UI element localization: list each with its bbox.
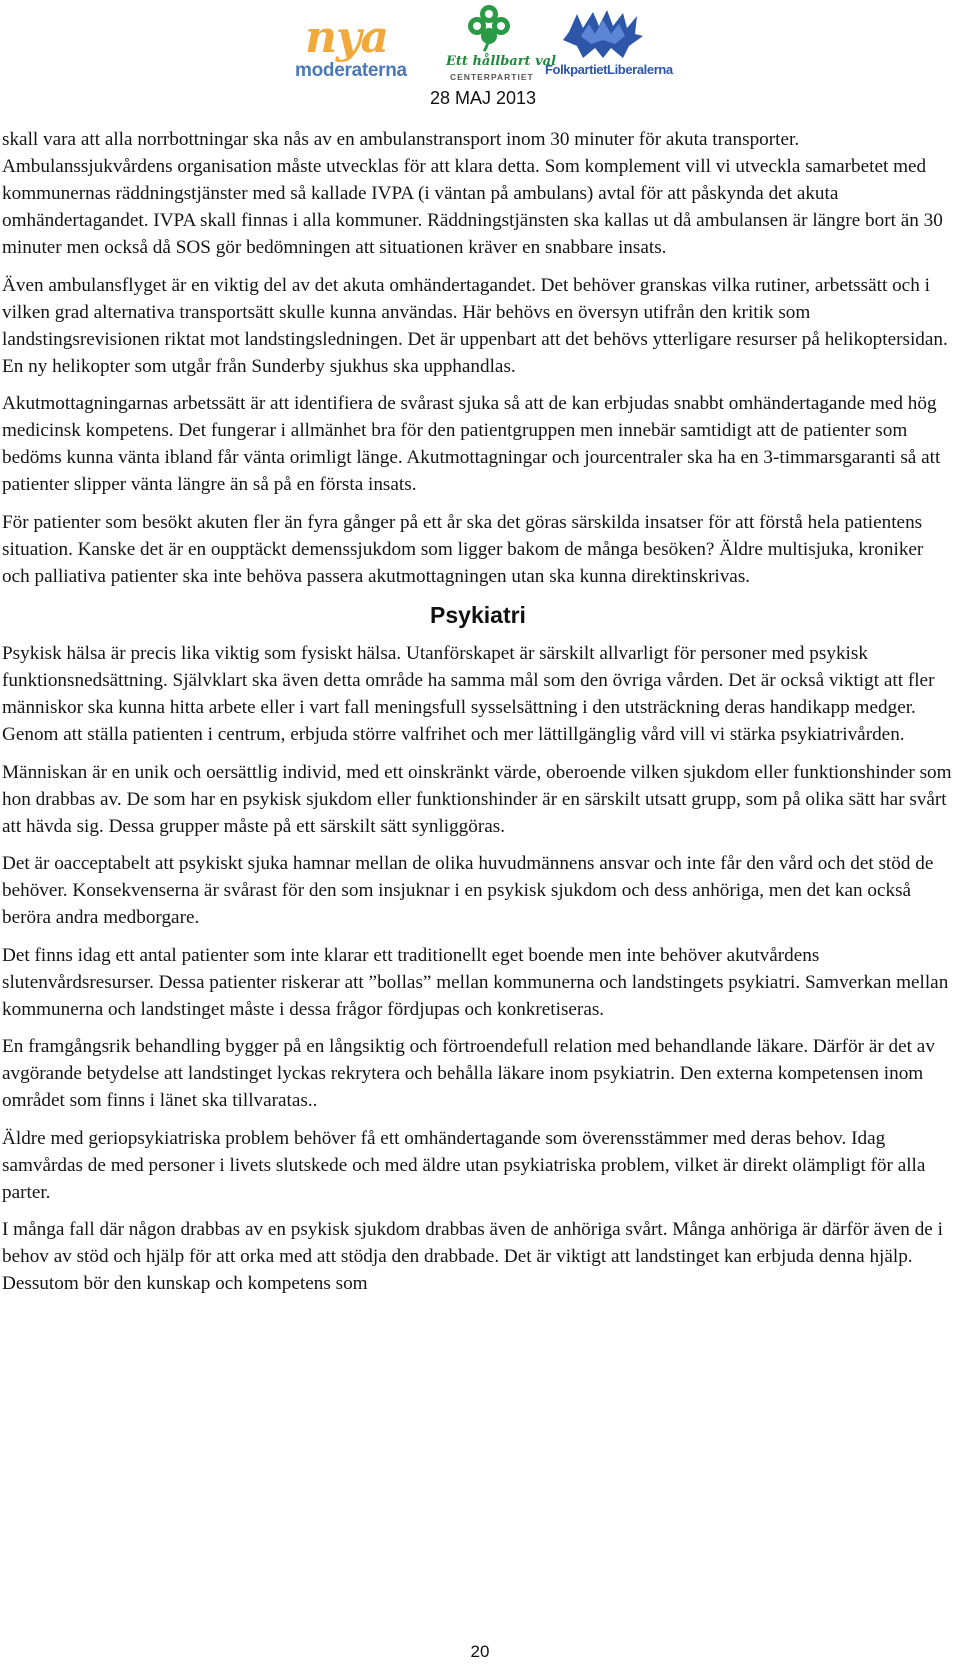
paragraph: I många fall där någon drabbas av en psykisk sjukdom drabbas även de anhöriga svårt. Många anhöriga är därför även de i behov av stöd och hjälp för att orka med att stödja den drabbade. Det är viktigt att landstinget kan erbjuda denna hjälp. Dessutom bör den kunskap och kompetens som [2,1219,943,1294]
paragraph: Det är oacceptabelt att psykiskt sjuka hamnar mellan de olika huvudmännens ansvar och inte får den vård och det stöd de behöver. Konsekvenserna är svårast för den som insjuknar i en psykisk sjukdom och dess anhöriga, men det kan också beröra andra medborgare. [2,853,934,928]
page-header [0,0,960,115]
paragraph: Även ambulansflyget är en viktig del av det akuta omhändertagandet. Det behöver granskas vilka rutiner, arbetssätt och i vilken grad alternativa transportsätt skulle kunna användas. Här behövs en översyn utifrån den kritik som landstingsrevisionen riktat mot landstingsledningen. Det är uppenbart att det behövs ytterligare resurser på helikoptersidan. En ny helikopter som utgår från Sunderby sjukhus ska upphandlas. [2,274,948,377]
paragraph: Det finns idag ett antal patienter som inte klarar ett traditionellt eget boende men inte behöver akutvårdens slutenvårdsresurser. Dessa patienter riskerar att ”bollas” mellan kommunerna och landstingets psykiatri. Samverkan mellan kommunerna och landstinget måste i dessa frågor fördjupas och konkretiseras. [2,944,949,1020]
paragraph: För patienter som besökt akuten fler än fyra gånger på ett år ska det göras särskilda insatser för att förstå hela patientens situation. Kanske det är en oupptäckt demenssjukdom som ligger bakom de många besöken? Äldre multisjuka, kroniker och palliativa patienter ska inte behöva passera akutmottagningen utan ska kunna direktinskrivas. [2,511,924,587]
paragraph: skall vara att alla norrbottningar ska nås av en ambulanstransport inom 30 minuter för akuta transporter. Ambulanssjukvårdens organisation måste utvecklas för att klara detta. Som komplement vill vi utveckla samarbetet med kommunernas räddningstjänster med så kallade IVPA (i väntan på ambulans) avtal för att påskynda det akuta omhändertagandet. IVPA skall finnas i alla kommuner. Räddningstjänsten ska kallas ut då ambulansen är längre bort än 30 minuter men också då SOS gör bedömningen att situationen kräver en snabbare insats. [2,129,943,258]
folkpartiet-logo [545,10,675,85]
paragraph: Människan är en unik och oersättlig individ, med ett oinskränkt värde, oberoende vilken sjukdom eller funktionshinder som hon drabbas av. De som har en psykisk sjukdom eller funktionshinder är en särskilt utsatt grupp, som på olika sätt har svårt att hävda sig. Dessa grupper måste på ett särskilt sätt synliggöras. [2,761,952,837]
paragraph: Äldre med geriopsykiatriska problem behöver få ett omhändertagande som överensstämmer med deras behov. Idag samvårdas de med personer i livets slutskede och med äldre utan psykiatriska problem, vilket är direkt olämpligt för alla parter. [2,1127,926,1203]
moderaterna-logo-nya: nya [305,12,389,63]
centerpartiet-name: CENTERPARTIET [450,72,534,82]
page-number: 20 [470,1642,490,1661]
moderaterna-logo [295,12,425,82]
cornflower-icon [563,10,643,60]
header-date: 28 MAJ 2013 [430,88,537,108]
centerpartiet-logo [440,2,557,84]
section-heading: Psykiatri [430,602,526,628]
document-body [2,126,954,1308]
folkpartiet-name: FolkpartietLiberalerna [545,62,673,77]
paragraph: Psykisk hälsa är precis lika viktig som fysiskt hälsa. Utanförskapet är särskilt allvarligt för personer med psykisk funktionsnedsättning. Självklart ska även detta område ha samma mål som den övriga vården. Det är också viktigt att fler människor ska kunna hitta arbete eller i vart fall meningsfull sysselsättning i den utsträckning deras handikapp medger. Genom att ställa patienten i centrum, erbjuda större valfrihet och mer lättillgänglig vård vill vi stärka psykiatrivården. [2,643,935,745]
centerpartiet-slogan: Ett hållbart val [446,54,557,69]
paragraph: Akutmottagningarnas arbetssätt är att identifiera de svårast sjuka så att de kan erbjudas snabbt omhändertagande med hög medicinsk kompetens. Det fungerar i allmänhet bra för den patientgruppen men innebär samtidigt att de patienter som bedöms kunna vänta ibland får vänta orimligt länge. Akutmottagningar och jourcentraler ska ha en 3-timmarsgaranti så att patienter slipper vänta längre än så på en första insats. [2,393,941,495]
moderaterna-logo-name: moderaterna [295,60,407,81]
clover-icon [464,2,514,52]
paragraph: En framgångsrik behandling bygger på en långsiktig och förtroendefull relation med behandlande läkare. Därför är det av avgörande betydelse att landstinget lyckas rekrytera och behålla läkare inom psykiatrin. Den externa kompetensen inom området som finns i länet ska tillvaratas.. [2,1036,935,1111]
